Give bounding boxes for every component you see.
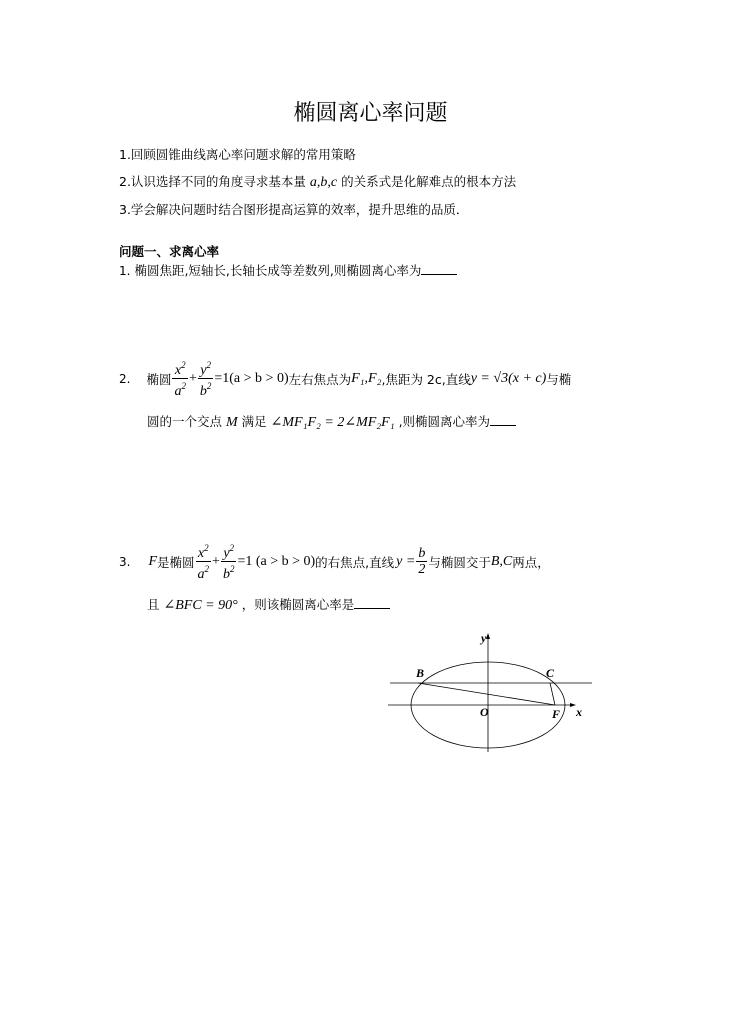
question-3-text-3: 与椭圆交于 bbox=[428, 554, 491, 570]
fraction-x2-a2: $\frac{x^2}{a^2}$ bbox=[197, 543, 210, 582]
question-2-angle-condition: ∠MF₁F₂ = 2∠MF₂F₁ bbox=[270, 415, 395, 430]
answer-blank bbox=[421, 264, 457, 275]
label-o: O bbox=[480, 705, 489, 719]
answer-blank bbox=[490, 415, 516, 426]
question-3-line-1: 3. F 是椭圆 $\frac{x^2}{a^2}$ + $\frac{y^2}{b^2}$ =1 (a > b > 0) 的右焦点,直线 y = $\frac{b}{2}$ 与椭圆交于 B,C 两点， bbox=[119, 543, 550, 582]
fraction-x2-a2: $\frac{x^2}{a^2}$ bbox=[174, 360, 186, 399]
question-2-text-5: 圆的一个交点 bbox=[147, 414, 223, 429]
question-2-text-1: 椭圆 bbox=[146, 371, 172, 387]
goal-1: 1.回顾圆锥曲线离心率问题求解的常用策略 bbox=[119, 147, 356, 162]
label-y: y bbox=[481, 631, 487, 645]
question-3-text-2: 的右焦点,直线 bbox=[315, 554, 395, 570]
segment-cf bbox=[550, 683, 555, 705]
section-heading: 问题一、求离心率 bbox=[119, 244, 220, 259]
question-3-number: 3. bbox=[119, 554, 131, 569]
question-3-text-5: 且 bbox=[147, 597, 160, 612]
question-2-line-2 bbox=[147, 412, 516, 431]
question-3-text-1: 是椭圆 bbox=[157, 554, 195, 570]
question-1-text: 椭圆焦距,短轴长,长轴长成等差数列,则椭圆离心率为 bbox=[134, 263, 422, 278]
question-2-text-6: 满足 bbox=[241, 414, 267, 429]
page-title: 椭圆离心率问题 bbox=[293, 101, 448, 126]
goal-2-abc: a,b,c bbox=[309, 175, 338, 190]
goal-2-text-a: 2.认识选择不同的角度寻求基本量 bbox=[119, 174, 306, 189]
question-3-points-bc: B,C bbox=[490, 553, 513, 569]
question-3-angle-condition: ∠BFC = 90° bbox=[163, 598, 238, 613]
label-b: B bbox=[416, 666, 425, 680]
question-3-text-6: ，则该椭圆离心率是 bbox=[241, 597, 355, 612]
label-x: x bbox=[576, 705, 582, 719]
question-2-line-1: 2. 椭圆 $\frac{x^2}{a^2}$ + $\frac{y^2}{b^2}$ =1(a > b > 0) 左右焦点为 F₁,F₂ ,焦距为 2c,直线 y = √3(x + c) 与椭 bbox=[119, 360, 572, 399]
goal-3: 3.学会解决问题时结合图形提高运算的效率，提升思维的品质． bbox=[119, 202, 469, 217]
fraction-y2-b2: $\frac{y^2}{b^2}$ bbox=[199, 360, 212, 399]
segment-bf bbox=[418, 683, 555, 705]
answer-blank bbox=[354, 598, 390, 609]
question-2-text-4: 与椭 bbox=[546, 371, 572, 387]
question-2-condition: =1(a > b > 0) bbox=[214, 370, 289, 386]
question-1-number: 1. bbox=[119, 264, 131, 278]
question-2-line-equation: y = √3(x + c) bbox=[470, 370, 547, 386]
y-axis-arrow bbox=[486, 633, 490, 639]
question-3-condition: =1 (a > b > 0) bbox=[237, 553, 316, 569]
question-2-text-3: ,焦距为 2c,直线 bbox=[381, 371, 471, 387]
question-2-text-7: ,则椭圆离心率为 bbox=[398, 414, 491, 429]
question-3-focus-f: F bbox=[148, 553, 158, 569]
question-2-point-m: M bbox=[226, 415, 238, 430]
fraction-y2-b2: $\frac{y^2}{b^2}$ bbox=[222, 543, 235, 582]
question-3-line-2 bbox=[147, 595, 390, 614]
goal-2 bbox=[119, 172, 516, 191]
goal-2-text-b: 的关系式是化解难点的根本方法 bbox=[341, 174, 517, 189]
question-2-text-2: 左右焦点为 bbox=[288, 371, 352, 387]
label-f: F bbox=[552, 707, 561, 721]
question-3-text-4: 两点， bbox=[512, 554, 550, 570]
question-2-number: 2. bbox=[119, 371, 131, 386]
question-1 bbox=[119, 261, 457, 279]
question-2-foci: F₁,F₂ bbox=[351, 370, 382, 386]
ellipse-figure bbox=[380, 628, 610, 758]
fraction-b-2: $\frac{b}{2}$ bbox=[418, 546, 426, 577]
label-c: C bbox=[546, 666, 555, 680]
